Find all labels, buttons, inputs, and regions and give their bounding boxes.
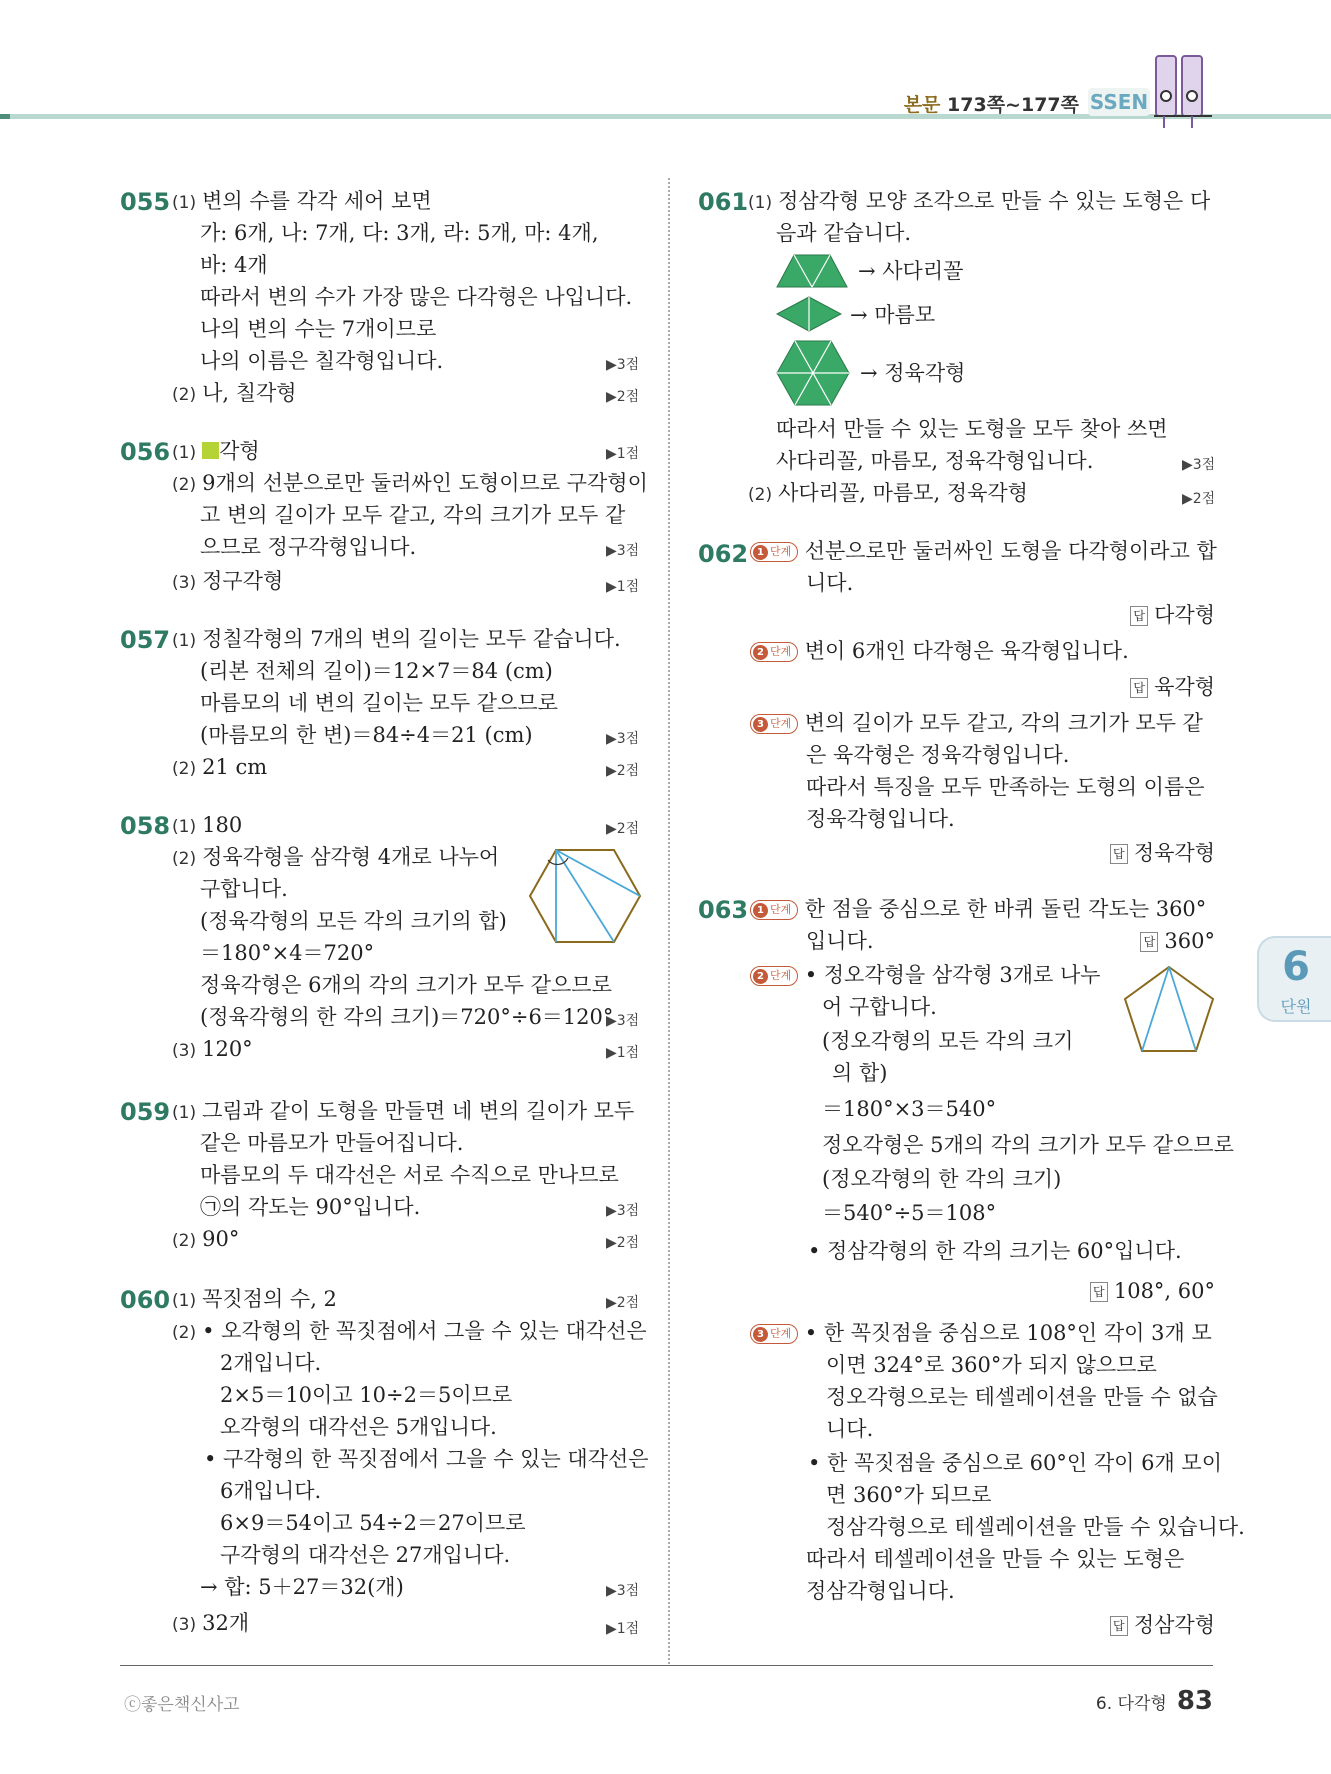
answer-line: (2) 정육각형을 삼각형 4개로 나누어	[172, 845, 500, 869]
answer-line: 정오각형은 5개의 각의 크기가 모두 같으므로	[822, 1133, 1234, 1157]
answer-line: (2) 21 cm	[172, 755, 268, 779]
answer-line: (1) 정삼각형 모양 조각으로 만들 수 있는 도형은 다	[748, 189, 1211, 213]
answer-box: 답 정삼각형	[1110, 1610, 1215, 1640]
answer-line: 입니다.	[806, 929, 874, 953]
score-label: ▶3점	[606, 357, 640, 373]
chapter-title: 6. 다각형	[1095, 1694, 1167, 1714]
step-badge: 1 단계	[750, 542, 798, 562]
hexagon-figure	[528, 846, 642, 946]
problem-number: 061	[698, 188, 749, 216]
header-rule-accent	[0, 114, 10, 119]
problem-number: 055	[120, 188, 171, 216]
answer-line: • 정삼각형의 한 각의 크기는 60°입니다.	[808, 1239, 1182, 1263]
score-label: ▶2점	[606, 821, 640, 837]
answer-line: 니다.	[826, 1417, 874, 1441]
answer-line: ＝180°×3＝540°	[822, 1097, 997, 1121]
publisher-label: ⓒ좋은책신사고	[124, 1695, 240, 1715]
score-label: ▶3점	[606, 1013, 640, 1029]
score-label: ▶3점	[606, 543, 640, 559]
answer-line: ＝540°÷5＝108°	[822, 1201, 997, 1225]
answer-line: • 구각형의 한 꼭짓점에서 그을 수 있는 대각선은	[204, 1447, 649, 1471]
answer-line: 은 육각형은 정육각형입니다.	[806, 743, 1070, 767]
answer-line: 따라서 변의 수가 가장 많은 다각형은 나입니다.	[200, 285, 633, 309]
trapezoid-shape	[776, 254, 848, 288]
answer-line: (정육각형의 모든 각의 크기의 합)	[200, 909, 507, 933]
answer-line: 2×5＝10이고 10÷2＝5이므로	[220, 1383, 513, 1407]
score-label: ▶1점	[606, 446, 640, 462]
blank-square-icon	[202, 442, 219, 459]
answer-line: (2) 사다리꼴, 마름모, 정육각형	[748, 481, 1028, 505]
answer-line: (마름모의 한 변)＝84÷4＝21 (cm)	[200, 723, 533, 747]
answer-box: 답 다각형	[1130, 600, 1215, 630]
answer-line: (1) 꼭짓점의 수, 2	[172, 1287, 337, 1311]
answer-line: 의 합)	[832, 1061, 888, 1085]
score-label: ▶3점	[606, 1583, 640, 1599]
chapter-number: 6	[1282, 944, 1310, 990]
score-label: ▶1점	[606, 1045, 640, 1061]
shape-label: → 정육각형	[860, 361, 966, 385]
answer-line: (1) 변의 수를 각각 세어 보면	[172, 189, 432, 213]
problem-number: 062	[698, 540, 749, 568]
answer-line: 3 단계 • 한 꼭짓점을 중심으로 108°인 각이 3개 모	[750, 1318, 1212, 1348]
answer-line: 따라서 테셀레이션을 만들 수 있는 도형은	[806, 1547, 1185, 1571]
step-badge: 3 단계	[750, 1324, 798, 1344]
step-badge: 2 단계	[750, 966, 798, 986]
score-label: ▶2점	[606, 1295, 640, 1311]
score-label: ▶3점	[606, 731, 640, 747]
answer-line: 따라서 특징을 모두 만족하는 도형의 이름은	[806, 775, 1205, 799]
answer-line: 면 360°가 되므로	[826, 1483, 992, 1507]
answer-line: (정오각형의 한 각의 크기)	[822, 1167, 1062, 1191]
answer-box: 답 108°, 60°	[1090, 1276, 1215, 1306]
problem-number: 063	[698, 896, 749, 924]
answer-line: 6개입니다.	[220, 1479, 322, 1503]
answer-line: 6×9＝54이고 54÷2＝27이므로	[220, 1511, 526, 1535]
answer-line: • 한 꼭짓점을 중심으로 60°인 각이 6개 모이	[808, 1451, 1222, 1475]
answer-line: (정육각형의 한 각의 크기)＝720°÷6＝120°	[200, 1005, 614, 1029]
answer-line: 2개입니다.	[220, 1351, 322, 1375]
answer-line: (2) • 오각형의 한 꼭짓점에서 그을 수 있는 대각선은	[172, 1319, 647, 1343]
step-badge: 2 단계	[750, 642, 798, 662]
answer-line: 마름모의 두 대각선은 서로 수직으로 만나므로	[200, 1163, 619, 1187]
answer-line: 가: 6개, 나: 7개, 다: 3개, 라: 5개, 마: 4개,	[200, 221, 599, 245]
score-label: ▶2점	[1182, 491, 1216, 507]
answer-line: 정삼각형으로 테셀레이션을 만들 수 있습니다.	[826, 1515, 1245, 1539]
footer-rule	[120, 1665, 1213, 1666]
score-label: ▶3점	[1182, 457, 1216, 473]
answer-line: ＝180°×4＝720°	[200, 941, 375, 965]
answer-line: 니다.	[806, 571, 854, 595]
answer-line: 1 단계 선분으로만 둘러싸인 도형을 다각형이라고 합	[750, 536, 1217, 566]
answer-line: 나의 변의 수는 7개이므로	[200, 317, 437, 341]
answer-line: 같은 마름모가 만들어집니다.	[200, 1131, 464, 1155]
answer-line: 바: 4개	[200, 253, 268, 277]
score-label: ▶1점	[606, 1621, 640, 1637]
problem-number: 056	[120, 438, 171, 466]
hexagon-shape	[776, 340, 850, 406]
problem-number: 057	[120, 626, 171, 654]
problem-number: 059	[120, 1098, 171, 1126]
header-page-range: 본문 173쪽~177쪽	[903, 94, 1079, 116]
step-badge: 1 단계	[750, 900, 798, 920]
shape-label: → 사다리꼴	[858, 259, 964, 283]
score-label: ▶2점	[606, 1235, 640, 1251]
answer-line: (1) 180	[172, 813, 243, 837]
column-divider	[668, 178, 670, 1664]
rhombus-shape	[776, 296, 842, 332]
score-label: ▶2점	[606, 763, 640, 779]
page-number: 83	[1176, 1686, 1213, 1716]
answer-line: 으므로 정구각형입니다.	[200, 535, 417, 559]
answer-line: 구각형의 대각선은 27개입니다.	[220, 1543, 511, 1567]
step-badge: 3 단계	[750, 714, 798, 734]
answer-line: 정육각형은 6개의 각의 크기가 모두 같으므로	[200, 973, 612, 997]
answer-line: 정육각형입니다.	[806, 807, 955, 831]
answer-line: 따라서 만들 수 있는 도형을 모두 찾아 쓰면	[776, 417, 1168, 441]
answer-line: → 합: 5＋27＝32(개)	[200, 1575, 404, 1599]
answer-line: 2 단계 • 정오각형을 삼각형 3개로 나누	[750, 960, 1101, 990]
answer-box: 답 육각형	[1130, 672, 1215, 702]
answer-line: 정오각형으로는 테셀레이션을 만들 수 없습	[826, 1385, 1218, 1409]
pentagon-figure	[1122, 964, 1216, 1054]
answer-line: 나의 이름은 칠각형입니다.	[200, 349, 444, 373]
answer-line: 이면 324°로 360°가 되지 않으므로	[826, 1353, 1157, 1377]
chapter-tab	[1257, 936, 1331, 1022]
answer-line: 구합니다.	[200, 877, 288, 901]
answer-line: (3) 120°	[172, 1037, 253, 1061]
answer-line: 음과 같습니다.	[776, 221, 912, 245]
answer-line: (1) 그림과 같이 도형을 만들면 네 변의 길이가 모두	[172, 1099, 635, 1123]
brand-logo: SSEN	[1089, 90, 1149, 114]
answer-line: 정삼각형입니다.	[806, 1579, 955, 1603]
answer-box: 답 360°	[1140, 926, 1215, 956]
answer-line: (리본 전체의 길이)＝12×7＝84 (cm)	[200, 659, 553, 683]
shape-label: → 마름모	[850, 303, 936, 327]
answer-line: (1) 정칠각형의 7개의 변의 길이는 모두 같습니다.	[172, 627, 621, 651]
answer-line: 2 단계 변이 6개인 다각형은 육각형입니다.	[750, 636, 1129, 666]
score-label: ▶3점	[606, 1203, 640, 1219]
answer-line: 오각형의 대각선은 5개입니다.	[220, 1415, 497, 1439]
answer-line: (1) 각형	[172, 439, 260, 463]
answer-line: 고 변의 길이가 모두 같고, 각의 크기가 모두 같	[200, 503, 626, 527]
answer-line: (3) 32개	[172, 1611, 250, 1635]
page-footer	[1096, 1686, 1213, 1716]
answer-line: (2) 90°	[172, 1227, 240, 1251]
answer-line: (2) 9개의 선분으로만 둘러싸인 도형이므로 구각형이	[172, 471, 648, 495]
answer-line: 마름모의 네 변의 길이는 모두 같으므로	[200, 691, 558, 715]
answer-line: 3 단계 변의 길이가 모두 같고, 각의 크기가 모두 같	[750, 708, 1203, 738]
answer-line: 어 구합니다.	[822, 995, 937, 1019]
answer-line: (3) 정구각형	[172, 569, 284, 593]
answer-line: 사다리꼴, 마름모, 정육각형입니다.	[776, 449, 1094, 473]
answer-line: (2) 나, 칠각형	[172, 381, 297, 405]
answer-box: 답 정육각형	[1110, 838, 1215, 868]
problem-number: 058	[120, 812, 171, 840]
answer-line: ㉠의 각도는 90°입니다.	[200, 1195, 421, 1219]
score-label: ▶1점	[606, 579, 640, 595]
problem-number: 060	[120, 1286, 171, 1314]
chapter-label: 단원	[1280, 997, 1312, 1016]
answer-line: 1 단계 한 점을 중심으로 한 바퀴 돌린 각도는 360°	[750, 894, 1206, 924]
answer-line: (정오각형의 모든 각의 크기	[822, 1029, 1074, 1053]
mascot-icon	[1152, 52, 1214, 130]
score-label: ▶2점	[606, 389, 640, 405]
